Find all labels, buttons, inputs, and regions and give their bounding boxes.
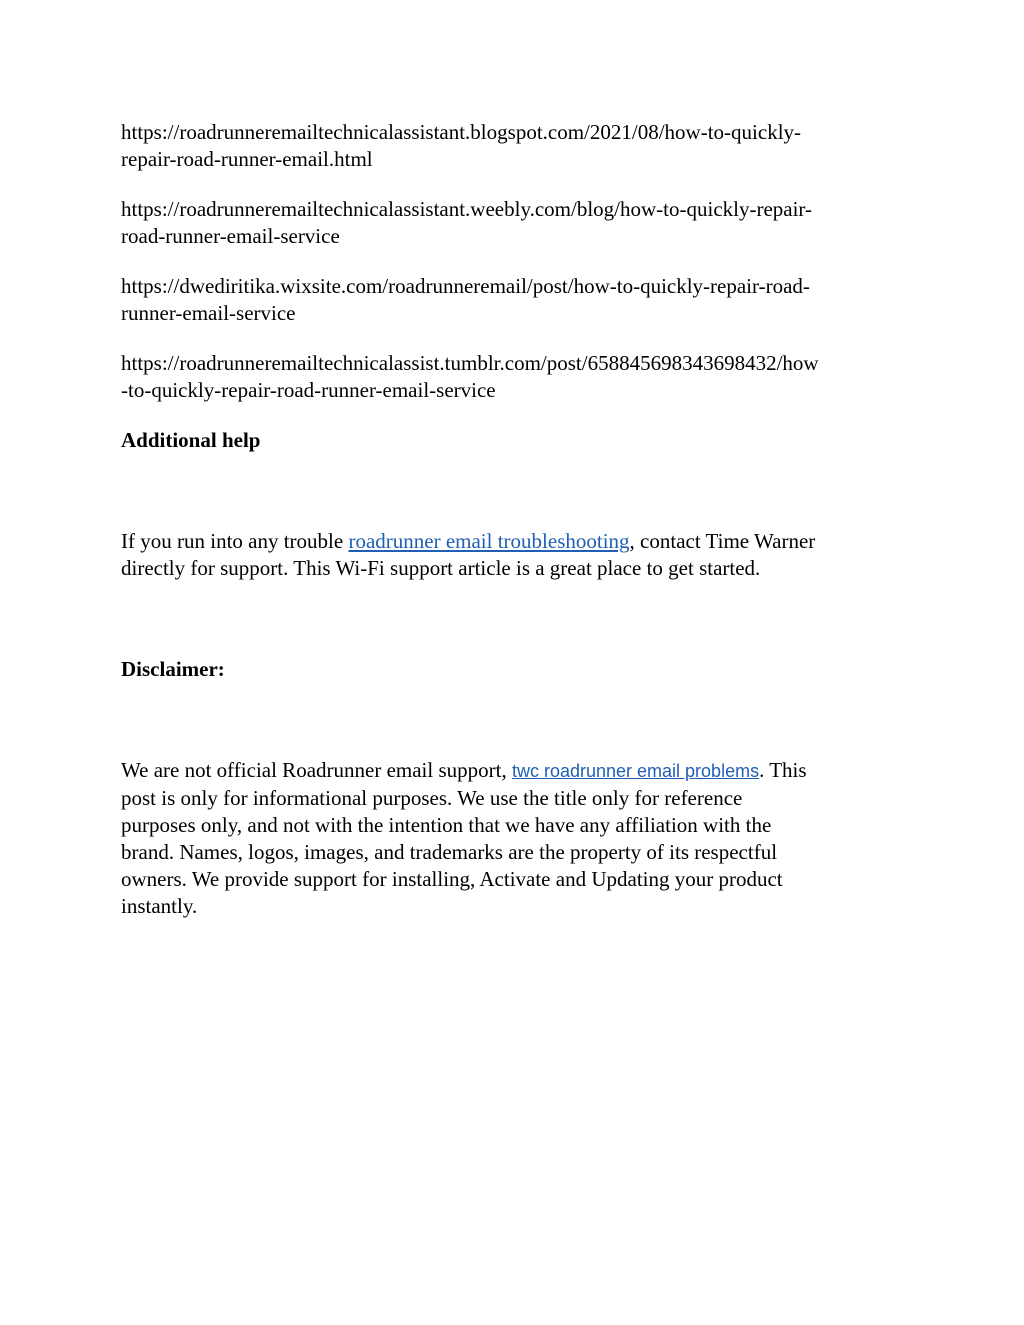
additional-help-line-1: [121, 528, 911, 555]
url-paragraph-3: [121, 273, 911, 327]
disclaimer-line-5: owners. We provide support for installing, Activate and Updating your product: [121, 867, 783, 891]
url-paragraph-4: [121, 350, 911, 404]
additional-help-line-2: directly for support. This Wi-Fi support article is a great place to get started.: [121, 556, 761, 580]
disclaimer-line-2: post is only for informational purposes. We use the title only for reference: [121, 786, 743, 810]
disclaimer-line-6: instantly.: [121, 894, 198, 918]
disclaimer-text-before: We are not official Roadrunner email support,: [121, 758, 512, 782]
url-4-line-2: -to-quickly-repair-road-runner-email-service: [121, 378, 496, 402]
roadrunner-troubleshooting-link[interactable]: roadrunner email troubleshooting: [348, 529, 630, 553]
disclaimer-line-4: brand. Names, logos, images, and trademarks are the property of its respectful: [121, 840, 778, 864]
disclaimer-line-3: purposes only, and not with the intention that we have any affiliation with the: [121, 813, 772, 837]
disclaimer-paragraph: [121, 757, 911, 920]
additional-help-paragraph: [121, 528, 911, 582]
url-3-line-1: https://dwediritika.wixsite.com/roadrunneremail/post/how-to-quickly-repair-road-: [121, 274, 810, 298]
twc-roadrunner-problems-link[interactable]: twc roadrunner email problems: [511, 761, 760, 781]
disclaimer-text-after: . This: [759, 758, 807, 782]
additional-help-text-before: If you run into any trouble: [121, 529, 349, 553]
additional-help-heading: Additional help: [121, 428, 261, 452]
url-paragraph-2: [121, 196, 911, 250]
url-2-line-2: road-runner-email-service: [121, 224, 340, 248]
additional-help-text-after: , contact Time Warner: [629, 529, 816, 553]
url-paragraph-1: [121, 119, 911, 173]
url-4-line-1: https://roadrunneremailtechnicalassist.tumblr.com/post/658845698343698432/how: [121, 351, 819, 375]
url-1-line-2: repair-road-runner-email.html: [121, 147, 373, 171]
url-3-line-2: runner-email-service: [121, 301, 296, 325]
url-2-line-1: https://roadrunneremailtechnicalassistant.weebly.com/blog/how-to-quickly-repair-: [121, 197, 813, 221]
disclaimer-line-1: [121, 757, 911, 785]
disclaimer-heading: Disclaimer:: [121, 657, 225, 681]
url-1-line-1: https://roadrunneremailtechnicalassistant.blogspot.com/2021/08/how-to-quickly-: [121, 120, 802, 144]
document-page: [121, 119, 911, 943]
